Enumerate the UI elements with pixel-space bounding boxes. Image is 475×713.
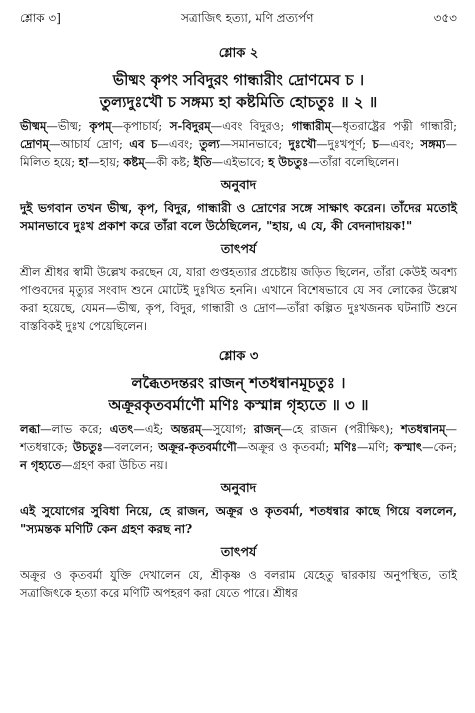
verse3-syn-meaning: —মণি; xyxy=(357,440,395,454)
verse-3-purport: অক্রূর ও কৃতবর্মা যুক্তি দেখালেন যে, শ্রীকৃষ্ণ ও বলরাম যেহেতু দ্বারকায় অনুপস্থিত, তাই সত্রাজিৎকে হত্যা করে মণিটি অপহরণ করা যেতে পারে। শ্রীধর xyxy=(20,568,457,600)
verse-3-line-1: লব্ধৈতদন্তরং রাজন্ শতধন্বানমূচতুঃ । xyxy=(131,374,346,392)
verse3-syn-meaning: —কেন; xyxy=(422,440,457,454)
verse2-syn-meaning: —এইভাবে; xyxy=(211,155,269,169)
verse-2-section xyxy=(20,44,457,335)
verse3-syn-meaning: —লাভ করে; xyxy=(40,422,110,436)
verse3-syn-meaning: —বললেন; xyxy=(102,440,159,454)
verse3-syn-word: উচতুঃ xyxy=(72,440,103,454)
verse3-syn-meaning: —অক্রূর ও কৃতবর্মা; xyxy=(236,440,335,454)
verse3-syn-word: অক্রূর-কৃতবর্মাণৌ xyxy=(158,440,237,454)
verse-2-purport: শ্রীল শ্রীধর স্বামী উল্লেখ করছেন যে, যারা গুপ্তহত্যার প্রচেষ্টায় জড়িত ছিলেন, তাঁরা কেউই অবশ্য পাণ্ডবদের মৃত্যুর সংবাদ শুনে মোটেই দুঃখিত হননি। এখানে বিশেষভাবে যে সব লোকের উল্লেখ করা হয়েছে, যেমন—ভীষ্ম, কৃপ, বিদুর, গান্ধারী ও দ্রোণ—তাঁরা কল্পিত দুঃখজনক ঘটনাটি শুনে বাস্তবিকই দুঃখ পেয়েছিলেন। xyxy=(20,265,457,333)
verse2-syn-word: স-বিদুরম্ xyxy=(169,119,211,133)
verse3-syn-meaning: —শতধন্বাকে; xyxy=(20,422,458,454)
verse2-syn-word: সঙ্গম্য xyxy=(420,137,446,151)
verse2-syn-word: হ উচতুঃ xyxy=(268,155,309,169)
verse2-syn-meaning: —হায়; xyxy=(88,155,124,169)
verse-3-number: শ্লোক ৩ xyxy=(218,349,259,364)
verse2-syn-meaning: —এবং বিদুরও; xyxy=(210,119,292,133)
verse2-syn-meaning: —কী কষ্ট; xyxy=(144,155,194,169)
verse3-syn-word: এতৎ xyxy=(109,422,134,436)
verse-2-translation: দুই ভগবান তখন ভীষ্ম, কৃপ, বিদুর, গান্ধারী ও দ্রোণের সঙ্গে সাক্ষাৎ করেন। তাঁদের মতোই সমানভাবে দুঃখ প্রকাশ করে তাঁরা বলে উঠেছিলেন, "হায়, এ যে, কী বেদনাদায়ক!" xyxy=(20,201,457,233)
verse-2-purport-title: তাৎপর্য xyxy=(220,241,257,256)
verse2-syn-meaning: —তাঁরা বলেছিলেন। xyxy=(308,155,400,169)
verse-2-synonyms xyxy=(20,117,457,171)
verse2-syn-word: ইতি xyxy=(193,155,212,169)
verse-3-synonyms xyxy=(20,420,457,474)
page-header xyxy=(20,10,457,32)
header-verse-ref: শ্লোক ৩] xyxy=(20,11,61,25)
verse3-syn-meaning: —হে রাজন (পরীক্ষিৎ); xyxy=(280,422,401,436)
verse2-syn-meaning: —কৃপাচার্য; xyxy=(111,119,170,133)
verse2-syn-word: গান্ধারীম্ xyxy=(291,119,332,133)
verse2-syn-meaning: —ধৃতরাষ্ট্রের পত্নী গান্ধারী; xyxy=(331,119,458,133)
verse2-syn-word: কৃপম্ xyxy=(89,119,112,133)
verse-3-translation-title: অনুবাদ xyxy=(220,480,257,495)
verse3-syn-word: অন্তরম্ xyxy=(170,422,202,436)
header-chapter-title: সত্রাজিৎ হত্যা, মণি প্রত্যর্পণ xyxy=(180,11,314,25)
verse3-syn-word: রাজন্ xyxy=(253,422,281,436)
verse-2-line-2: তুল্যদুঃখৌ চ সঙ্গম্য হা কষ্টমিতি হোচতুঃ ॥ ২ ॥ xyxy=(99,93,378,111)
verse2-syn-word: এব চ xyxy=(129,137,158,151)
verse2-syn-meaning: —দুঃখপূর্ণ; xyxy=(316,137,373,151)
verse2-syn-meaning: —এবং; xyxy=(157,137,200,151)
verse2-syn-meaning: —সমানভাবে; xyxy=(219,137,289,151)
verse2-syn-meaning: —আচার্য দ্রোণ; xyxy=(48,137,130,151)
verse-2-number: শ্লোক ২ xyxy=(218,46,259,61)
verse2-syn-meaning: —ভীষ্ম; xyxy=(46,119,90,133)
verse3-syn-word: কস্মাৎ xyxy=(394,440,423,454)
verse2-syn-word: তুল্য xyxy=(199,137,220,151)
verse2-syn-word: ভীষ্মম্ xyxy=(20,119,47,133)
verse-3-section xyxy=(20,347,457,602)
verse-2-line-1: ভীষ্মং কৃপং সবিদুরং গান্ধারীং দ্রোণমেব চ । xyxy=(112,71,365,89)
verse2-syn-word: কষ্টম্ xyxy=(123,155,145,169)
verse2-syn-word: দুঃখৌ xyxy=(288,137,317,151)
verse3-syn-word: ন গৃহ্যতে xyxy=(20,458,62,472)
verse3-syn-word: লব্ধা xyxy=(20,422,41,436)
verse2-syn-meaning: —এবং; xyxy=(378,137,421,151)
verse3-syn-word: শতধন্বানম্ xyxy=(400,422,446,436)
verse2-syn-word: হা xyxy=(78,155,89,169)
verse-3-translation: এই সুযোগের সুবিধা নিয়ে, হে রাজন, অক্রূর ও কৃতবর্মা, শতধন্বার কাছে গিয়ে বললেন, "স্যমন্তক মণিটি কেন গ্রহণ করছ না? xyxy=(20,504,457,536)
verse-2-translation-title: অনুবাদ xyxy=(220,177,257,192)
verse-3-line-2: অক্রূরকৃতবর্মাণৌ মণিঃ কস্মান্ন গৃহ্যতে ॥ ৩ ॥ xyxy=(108,396,369,414)
verse3-syn-meaning: —সুযোগ; xyxy=(201,422,254,436)
verse3-syn-meaning: —এই; xyxy=(133,422,171,436)
verse3-syn-word: মণিঃ xyxy=(334,440,358,454)
verse2-syn-word: চ xyxy=(372,137,379,151)
verse3-syn-meaning: —গ্রহণ করা উচিত নয়। xyxy=(61,458,168,472)
verse2-syn-meaning: —মিলিত হয়ে; xyxy=(20,137,457,169)
verse-3-purport-title: তাৎপর্য xyxy=(220,544,257,559)
verse2-syn-word: দ্রোণম্ xyxy=(20,137,49,151)
page-number: ৩৫৩ xyxy=(433,11,457,25)
